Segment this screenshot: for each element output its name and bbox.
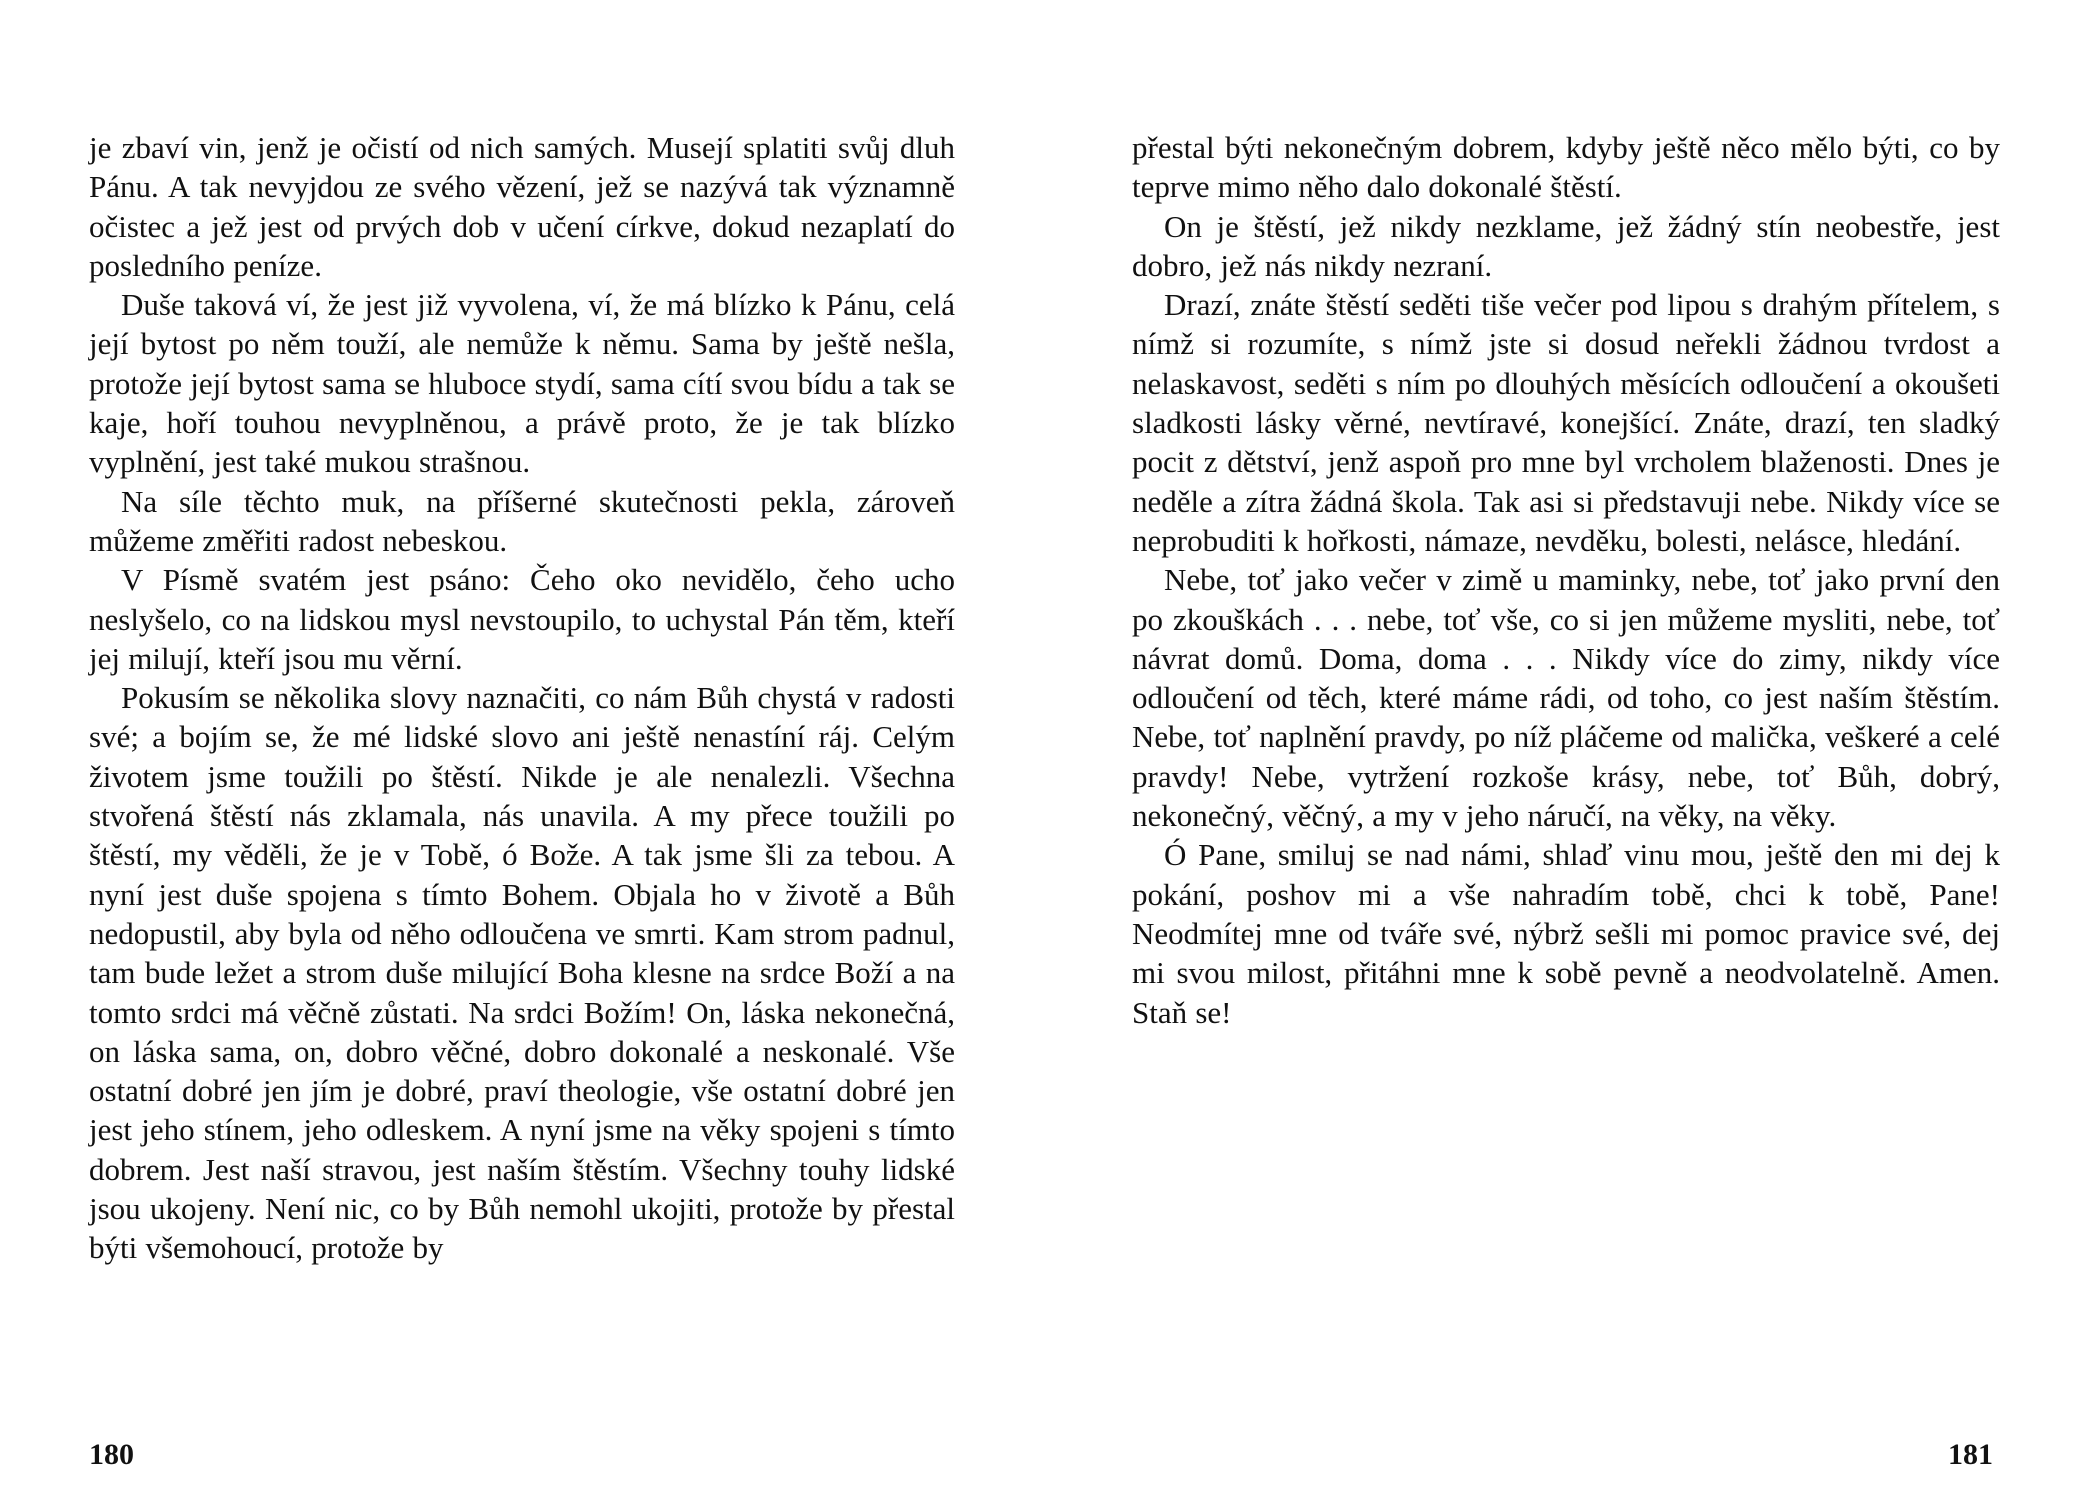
right-paragraph-1: přestal býti nekonečným dobrem, kdyby ještě něco mělo býti, co by teprve mimo něho dalo dokonalé štěstí. xyxy=(1132,130,2000,205)
page-number-right: 181 xyxy=(1948,1438,1993,1471)
left-paragraph-2: Duše taková ví, že jest již vyvolena, ví, že má blízko k Pánu, celá její bytost po něm touží, ale nemůže k němu. Sama by ještě nešla, protože její bytost sama se hluboce stydí, sama cítí svou bídu a tak se kaje, hoří touhou nevyplněnou, a právě proto, že je tak blízko vyplnění, jest také mukou strašnou. xyxy=(89,287,955,480)
right-paragraph-4: Nebe, toť jako večer v zimě u maminky, nebe, toť jako první den po zkouškách . . . nebe, toť vše, co si jen můžeme mysliti, nebe, toť návrat domů. Doma, doma . . . Nikdy více do zimy, nikdy více odloučení od těch, které máme rádi, od toho, co jest naším štěstím. Nebe, toť naplnění pravdy, po níž pláčeme od malička, veškeré a celé pravdy! Nebe, vytržení rozkoše krásy, nebe, toť Bůh, dobrý, nekonečný, věčný, a my v jeho náručí, na věky, na věky. xyxy=(1132,562,2000,834)
right-paragraph-2: On je štěstí, jež nikdy nezklame, jež žádný stín neobestře, jest dobro, jež nás nikdy nezraní. xyxy=(1132,208,2000,283)
left-paragraph-3: Na síle těchto muk, na příšerné skutečnosti pekla, zároveň můžeme změřiti radost nebeskou. xyxy=(89,483,955,558)
left-page xyxy=(89,128,955,1268)
right-paragraph-3: Drazí, znáte štěstí seděti tiše večer pod lipou s drahým přítelem, s nímž si rozumíte, s nímž jste si dosud neřekli žádnou tvrdost a nelaskavost, seděti s ním po dlouhých měsících odloučení a okoušeti sladkosti lásky věrné, nevtíravé, konejšící. Znáte, drazí, ten sladký pocit z dětství, jenž aspoň pro mne byl vrcholem blaženosti. Dnes je neděle a zítra žádná škola. Tak asi si představuji nebe. Nikdy více se neprobuditi k hořkosti, námaze, nevděku, bolesti, nelásce, hledání. xyxy=(1132,287,2000,558)
left-paragraph-4: V Písmě svatém jest psáno: Čeho oko nevidělo, čeho ucho neslyšelo, co na lidskou mysl nevstoupilo, to uchystal Pán těm, kteří jej milují, kteří jsou mu věrní. xyxy=(89,562,955,676)
left-paragraph-1: je zbaví vin, jenž je očistí od nich samých. Musejí splatiti svůj dluh Pánu. A tak nevyjdou ze svého vězení, jež se nazývá tak významně očistec a jež jest od prvých dob v učení církve, dokud nezaplatí do posledního peníze. xyxy=(89,130,955,283)
right-page xyxy=(1132,128,2000,1032)
left-paragraph-5: Pokusím se několika slovy naznačiti, co nám Bůh chystá v radosti své; a bojím se, že mé lidské slovo ani ještě nenastíní ráj. Celým životem jsme toužili po štěstí. Nikde je ale nenalezli. Všechna stvořená štěstí nás zklamala, nás unavila. A my přece toužili po štěstí, my věděli, že je v Tobě, ó Bože. A tak jsme šli za tebou. A nyní jest duše spojena s tímto Bohem. Objala ho v životě a Bůh nedopustil, aby byla od něho odloučena ve smrti. Kam strom padnul, tam bude ležet a strom duše milující Boha klesne na srdce Boží a na tomto srdci má věčně zůstati. Na srdci Božím! On, láska nekonečná, on láska sama, on, dobro věčné, dobro dokonalé a neskonalé. Vše ostatní dobré jen jím je dobré, praví theologie, vše ostatní dobré jen jest jeho stínem, jeho odleskem. A nyní jsme na věky spojeni s tímto dobrem. Jest naší stravou, jest naším štěstím. Všechny touhy lidské jsou ukojeny. Není nic, co by Bůh nemohl ukojiti, protože by přestal býti všemohoucí, protože by xyxy=(89,680,955,1266)
right-paragraph-5: Ó Pane, smiluj se nad námi, shlaď vinu mou, ještě den mi dej k pokání, poshov mi a vše nahradím tobě, chci k tobě, Pane! Neodmítej mne od tváře své, nýbrž sešli mi pomoc pravice své, dej mi svou milost, přitáhni mne k sobě pevně a neodvolatelně. Amen. Staň se! xyxy=(1132,837,2000,1030)
page-number-left: 180 xyxy=(89,1438,134,1471)
